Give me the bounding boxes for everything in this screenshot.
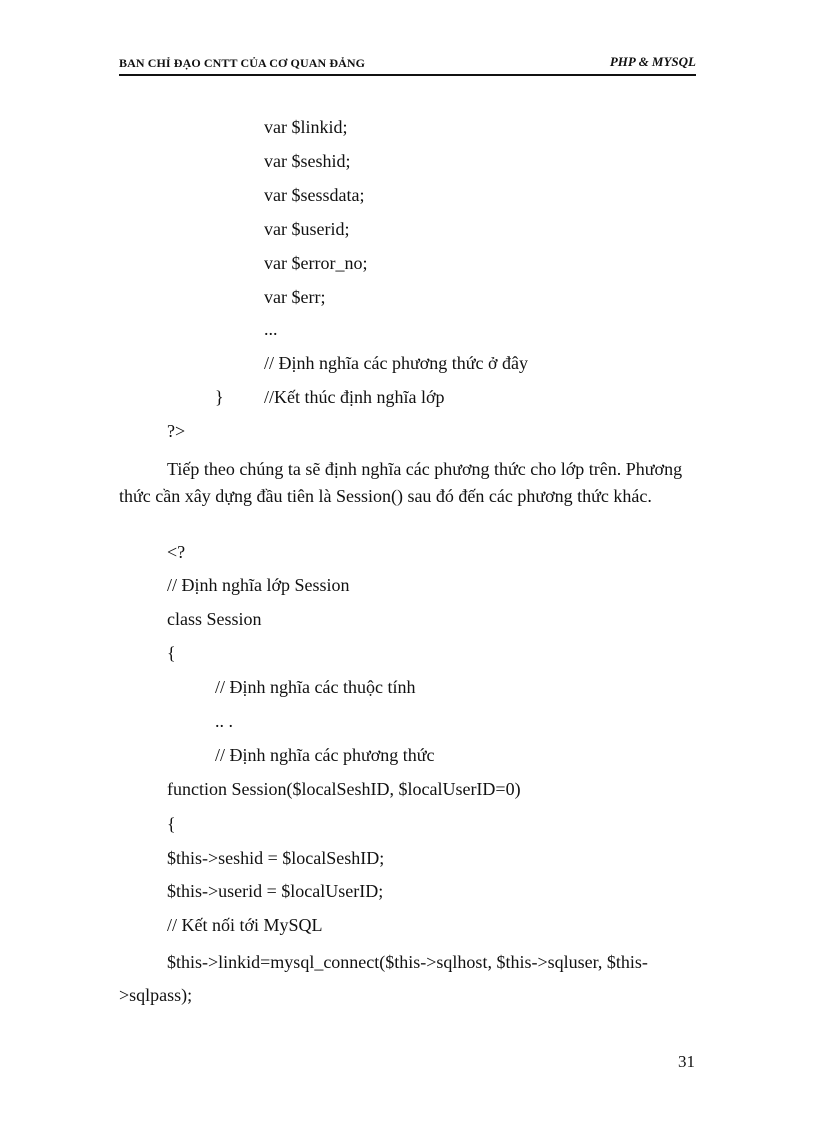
function-declaration: function Session($localSeshID, $localUserID=0) [167,779,521,799]
code-line: // Định nghĩa các phương thức ở đây [264,353,528,373]
header-subject: PHP & MYSQL [609,54,696,69]
code-line: var $err; [264,287,326,307]
body-paragraph: Tiếp theo chúng ta sẽ định nghĩa các phương thức cho lớp trên. Phương thức cần xây dựng đầu tiên là Session() sau đó đến các phương thức khác. [119,459,683,506]
class-declaration: class Session [167,609,262,629]
code-comment: // Định nghĩa các phương thức [215,745,435,765]
code-line: var $error_no; [264,253,368,273]
code-comment: // Kết nối tới MySQL [167,915,323,935]
code-line: .. . [215,711,233,731]
code-line: var $sessdata; [264,185,365,205]
page-header [119,50,696,76]
page-number: 31 [678,1052,695,1071]
header-organization: BAN CHỈ ĐẠO CNTT CỦA CƠ QUAN ĐẢNG [119,56,366,70]
code-line: var $seshid; [264,151,351,171]
code-line: $this->seshid = $localSeshID; [167,848,385,868]
code-line: var $userid; [264,219,350,239]
code-line: $this->userid = $localUserID; [167,881,384,901]
code-line: $this->linkid=mysql_connect($this->sqlhost, $this->sqluser, $this->sqlpass); [119,952,648,1005]
code-comment: // Định nghĩa các thuộc tính [215,677,416,697]
code-brace: { [167,643,176,663]
code-line: ... [264,319,278,339]
code-comment: // Định nghĩa lớp Session [167,575,350,595]
php-close-tag: ?> [167,421,186,441]
code-comment: //Kết thúc định nghĩa lớp [264,387,445,407]
code-line: var $linkid; [264,117,348,137]
code-brace: { [167,814,176,834]
php-open-tag: <? [167,542,186,562]
class-closing-brace: } [215,387,224,407]
